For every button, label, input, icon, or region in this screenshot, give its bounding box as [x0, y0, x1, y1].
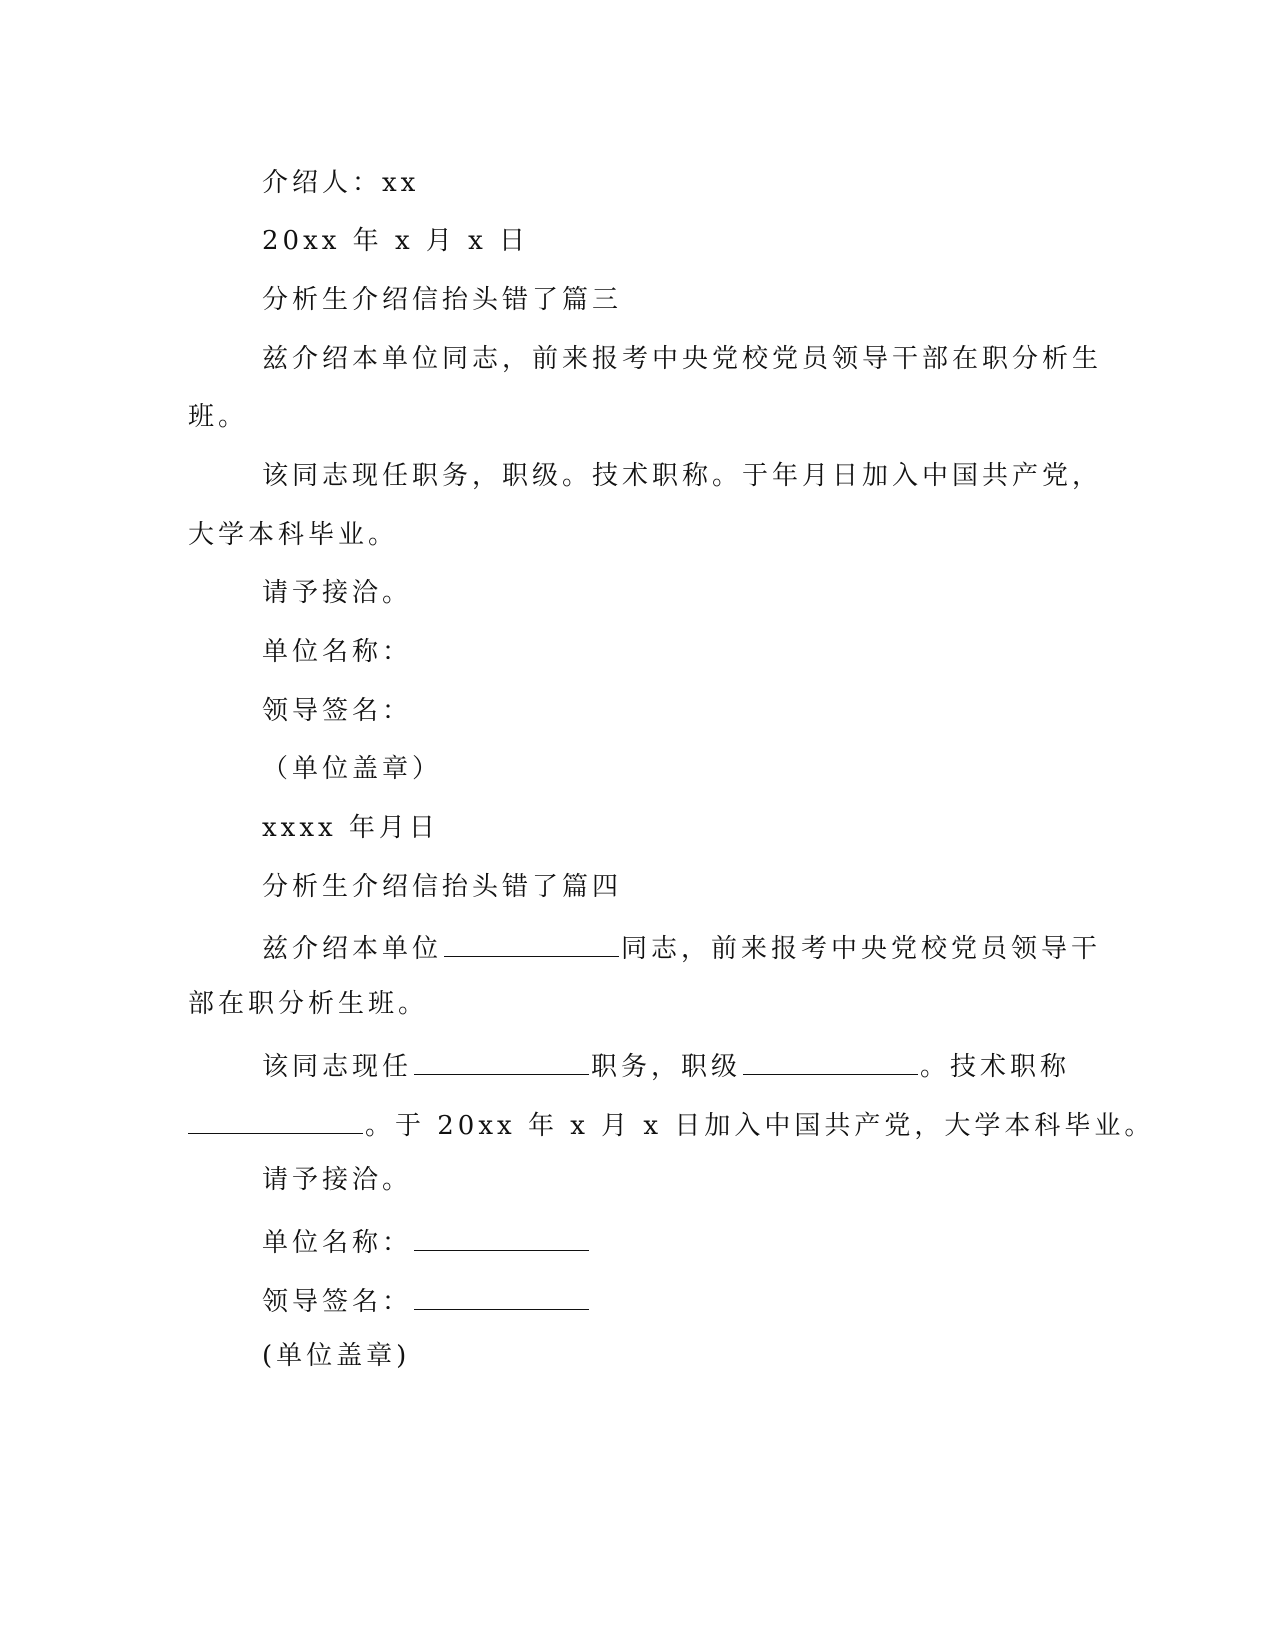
request-line-4	[262, 1165, 412, 1195]
paragraph-intro-3	[262, 344, 1102, 374]
date-text: 20xx 年 x 月 x 日	[262, 226, 530, 256]
paragraph-intro-4-cont-text: 部在职分析生班。	[188, 989, 429, 1019]
leader-signature-line-4	[262, 1283, 591, 1317]
date-line-3	[262, 813, 439, 843]
leader-signature-label-3: 领导签名：	[262, 696, 413, 726]
paragraph-position-4-part1: 该同志现任	[262, 1052, 413, 1082]
paragraph-position-4-cont	[188, 1107, 1154, 1141]
fill-blank-title	[188, 1107, 363, 1134]
unit-seal-line-3	[262, 754, 442, 784]
section-heading-4	[262, 872, 622, 902]
paragraph-intro-4-start: 兹介绍本单位	[262, 934, 443, 964]
date-line	[262, 226, 529, 256]
date-text-3: xxxx 年月日	[262, 813, 439, 843]
paragraph-position-4-cont-text: 。于 20xx 年 x 月 x 日加入中国共产党，大学本科毕业。	[365, 1111, 1155, 1141]
paragraph-intro-4-end: 同志，前来报考中央党校党员领导干	[621, 934, 1102, 964]
unit-seal-line-4	[262, 1341, 410, 1371]
leader-signature-line-3	[262, 696, 412, 726]
paragraph-intro-4-cont	[188, 989, 428, 1019]
request-line-3	[262, 578, 412, 608]
fill-blank-leader-signature	[414, 1283, 589, 1310]
paragraph-intro-4	[262, 930, 1101, 964]
unit-name-label-4: 单位名称：	[262, 1228, 413, 1258]
leader-signature-label-4: 领导签名：	[262, 1287, 413, 1317]
paragraph-position-3-cont-text: 大学本科毕业。	[188, 520, 399, 550]
paragraph-intro-3-text: 兹介绍本单位同志，前来报考中央党校党员领导干部在职分析生	[262, 344, 1103, 374]
paragraph-intro-3-cont-text: 班。	[188, 402, 249, 432]
paragraph-position-3	[262, 461, 1102, 491]
unit-seal-text-4: (单位盖章)	[262, 1341, 411, 1371]
unit-name-label-3: 单位名称：	[262, 637, 413, 667]
fill-blank-unit-name	[414, 1224, 589, 1251]
fill-blank-position	[414, 1048, 589, 1075]
paragraph-position-4-part2: 职务，职级	[591, 1052, 742, 1082]
introducer-line	[262, 168, 419, 198]
paragraph-position-4-part3: 。技术职称	[920, 1052, 1071, 1082]
paragraph-position-4	[262, 1048, 1070, 1082]
unit-seal-text-3: （单位盖章）	[262, 754, 443, 784]
request-text-4: 请予接洽。	[262, 1165, 413, 1195]
section-heading-3	[262, 285, 622, 315]
paragraph-intro-3-cont	[188, 402, 248, 432]
fill-blank-rank	[743, 1048, 918, 1075]
fill-blank-name	[444, 930, 619, 957]
request-text-3: 请予接洽。	[262, 578, 413, 608]
introducer-text: 介绍人：xx	[262, 168, 420, 198]
section-heading-3-text: 分析生介绍信抬头错了篇三	[262, 285, 623, 315]
paragraph-position-3-cont	[188, 520, 398, 550]
unit-name-line-4	[262, 1224, 591, 1258]
unit-name-line-3	[262, 637, 412, 667]
paragraph-position-3-text: 该同志现任职务，职级。技术职称。于年月日加入中国共产党，	[262, 461, 1103, 491]
section-heading-4-text: 分析生介绍信抬头错了篇四	[262, 872, 623, 902]
